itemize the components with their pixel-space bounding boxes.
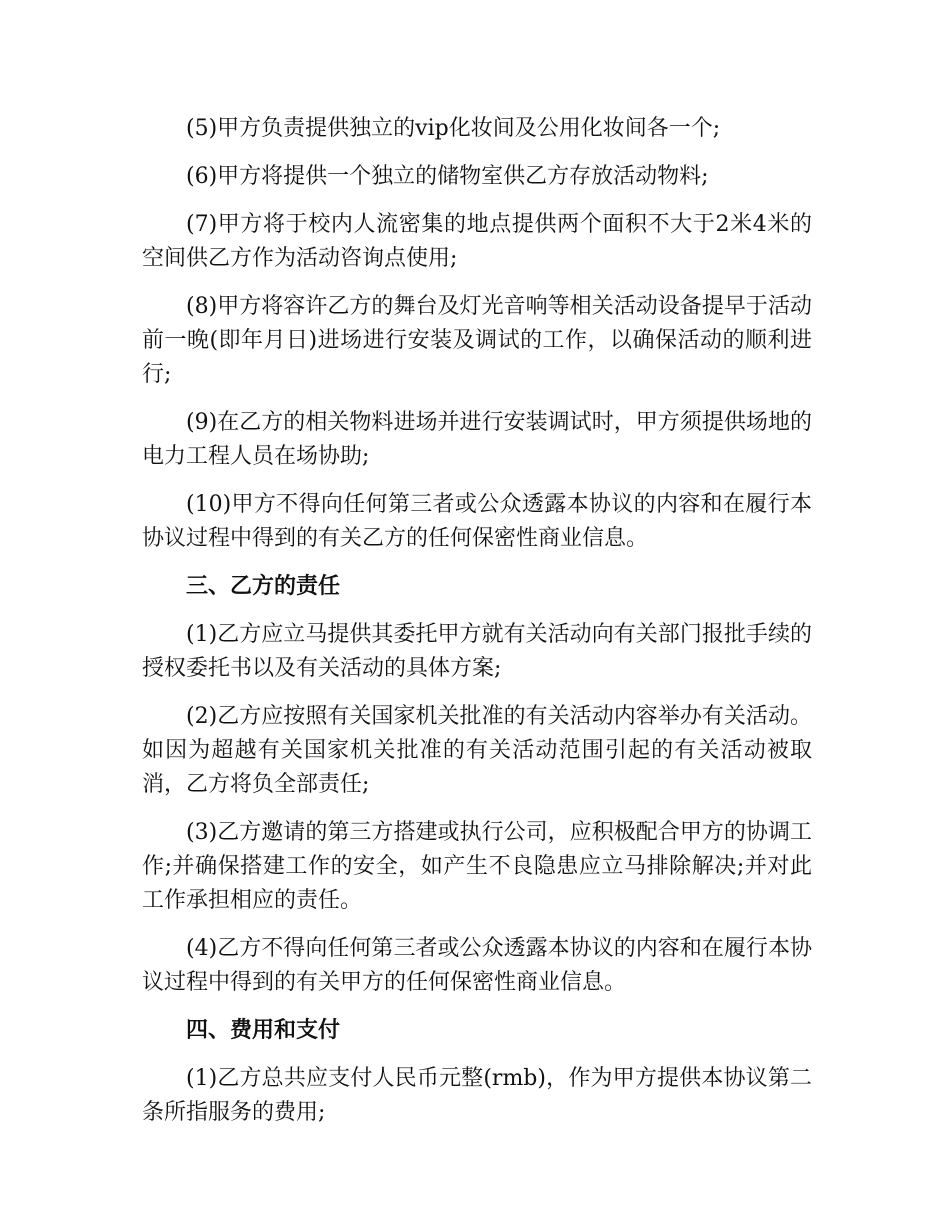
clause-8: (8)甲方将容许乙方的舞台及灯光音响等相关活动设备提早于活动前一晚(即年月日)进场进行安装及调试的工作，以确保活动的顺利进行; <box>142 294 812 387</box>
clause-9: (9)在乙方的相关物料进场并进行安装调试时，甲方须提供场地的电力工程人员在场协助; <box>142 410 812 469</box>
clause-6: (6)甲方将提供一个独立的储物室供乙方存放活动物料; <box>186 164 709 189</box>
clause-10: (10)甲方不得向任何第三者或公众透露本协议的内容和在履行本协议过程中得到的有关乙方的任何保密性商业信息。 <box>142 492 812 551</box>
clause-b3: (3)乙方邀请的第三方搭建或执行公司，应积极配合甲方的协调工作;并确保搭建工作的安全，如产生不良隐患应立马排除解决;并对此工作承担相应的责任。 <box>142 820 812 913</box>
section-heading-4: 四、费用和支付 <box>186 1018 341 1043</box>
clause-b2: (2)乙方应按照有关国家机关批准的有关活动内容举办有关活动。如因为超越有关国家机关批准的有关活动范围引起的有关活动被取消，乙方将负全部责任; <box>142 704 812 797</box>
clause-5: (5)甲方负责提供独立的vip化妆间及公用化妆间各一个; <box>186 116 721 141</box>
clause-c1: (1)乙方总共应支付人民币元整(rmb)，作为甲方提供本协议第二条所指服务的费用; <box>142 1066 812 1125</box>
clause-b4: (4)乙方不得向任何第三者或公众透露本协议的内容和在履行本协议过程中得到的有关甲方的任何保密性商业信息。 <box>142 936 812 995</box>
document-page <box>142 112 812 1144</box>
clause-7: (7)甲方将于校内人流密集的地点提供两个面积不大于2米4米的空间供乙方作为活动咨询点使用; <box>142 212 812 271</box>
clause-b1: (1)乙方应立马提供其委托甲方就有关活动向有关部门报批手续的授权委托书以及有关活动的具体方案; <box>142 622 812 681</box>
section-heading-3: 三、乙方的责任 <box>186 574 341 599</box>
